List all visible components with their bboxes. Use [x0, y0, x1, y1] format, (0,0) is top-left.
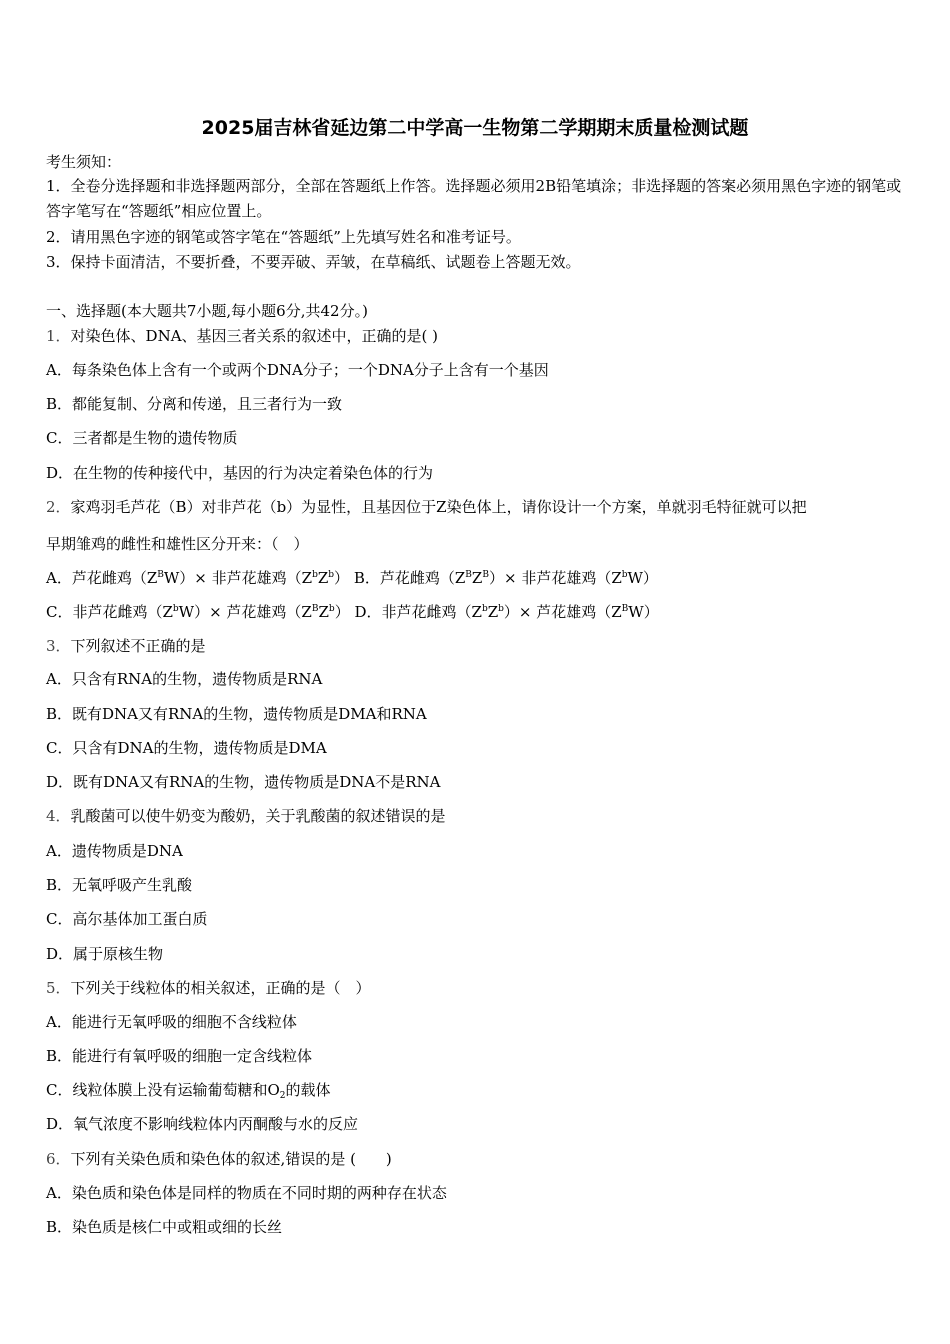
q6-option-b: B．染色质是核仁中或粗或细的长丝	[46, 1218, 283, 1236]
question-2-line-2: 早期雏鸡的雌性和雄性区分开来：（ ）	[46, 535, 309, 553]
q2-option-c: C．非芦花雌鸡$(Z^bW)\times$ 芦花雄鸡$(Z^BZ^b)$	[46, 603, 350, 621]
question-2	[46, 496, 904, 518]
question-number: 1．	[46, 327, 71, 345]
question-6	[46, 1148, 904, 1170]
question-stem: 乳酸菌可以使牛奶变为酸奶，关于乳酸菌的叙述错误的是	[70, 807, 446, 825]
question-4	[46, 805, 904, 827]
question-number: 4．	[46, 807, 71, 825]
q2-options-ab	[46, 567, 904, 589]
question-number: 5．	[46, 979, 71, 997]
page-title: 2025届吉林省延边第二中学高一生物第二学期期末质量检测试题	[201, 117, 749, 139]
q2-options-cd	[46, 601, 904, 623]
question-1	[46, 325, 904, 347]
q1-option-b: B．都能复制、分离和传递，且三者行为一致	[46, 395, 343, 413]
notice-item-3: 3．保持卡面清洁，不要折叠，不要弄破、弄皱，在草稿纸、试题卷上答题无效。	[46, 253, 581, 271]
question-stem: 下列关于线粒体的相关叙述，正确的是（ ）	[70, 979, 371, 997]
q3-option-a: A．只含有RNA的生物，遗传物质是RNA	[46, 670, 323, 688]
notice-heading: 考生须知：	[46, 153, 122, 171]
question-number: 3．	[46, 637, 71, 655]
q4-option-b: B．无氧呼吸产生乳酸	[46, 876, 193, 894]
q4-option-c: C．高尔基体加工蛋白质	[46, 910, 208, 928]
q4-option-a: A．遗传物质是DNA	[46, 842, 183, 860]
question-stem: 下列有关染色质和染色体的叙述,错误的是 ( )	[70, 1150, 392, 1168]
q2-option-a: A．芦花雌鸡$(Z^BW)\times$ 非芦花雄鸡$(Z^bZ^b)$	[46, 569, 350, 587]
q5-option-b: B．能进行有氧呼吸的细胞一定含线粒体	[46, 1047, 313, 1065]
notice-item-2: 2．请用黑色字迹的钢笔或答字笔在“答题纸”上先填写姓名和准考证号。	[46, 228, 521, 246]
q3-option-c: C．只含有DNA的生物，遗传物质是DMA	[46, 739, 327, 757]
q4-option-d: D．属于原核生物	[46, 945, 164, 963]
q1-option-d: D．在生物的传种接代中，基因的行为决定着染色体的行为	[46, 464, 434, 482]
question-3	[46, 635, 904, 657]
notice-item-1: 1．全卷分选择题和非选择题两部分，全部在答题纸上作答。选择题必须用2B铅笔填涂；非选择题的答案必须用黑色字迹的钢笔或答字笔写在“答题纸”相应位置上。	[46, 177, 902, 220]
question-stem: 对染色体、DNA、基因三者关系的叙述中，正确的是( )	[70, 327, 439, 345]
q2-option-b: B．芦花雌鸡$(Z^BZ^B)\times$ 非芦花雄鸡$(Z^bW)$	[353, 569, 658, 587]
question-number: 2．	[46, 498, 71, 516]
q1-option-c: C．三者都是生物的遗传物质	[46, 429, 238, 447]
q5-option-d: D．氧气浓度不影响线粒体内丙酮酸与水的反应	[46, 1115, 359, 1133]
question-number: 6．	[46, 1150, 71, 1168]
q3-option-d: D．既有DNA又有RNA的生物，遗传物质是DNA不是RNA	[46, 773, 441, 791]
q2-option-d: D．非芦花雌鸡$(Z^bZ^b)\times$ 芦花雄鸡$(Z^BW)$	[354, 603, 659, 621]
q1-option-a: A．每条染色体上含有一个或两个DNA分子；一个DNA分子上含有一个基因	[46, 361, 549, 379]
question-stem-line-1: 家鸡羽毛芦花（B）对非芦花（b）为显性，且基因位于Z染色体上，请你设计一个方案，单就羽毛特征就可以把	[70, 498, 807, 516]
q6-option-a: A．染色质和染色体是同样的物质在不同时期的两种存在状态	[46, 1184, 447, 1202]
q3-option-b: B．既有DNA又有RNA的生物，遗传物质是DMA和RNA	[46, 705, 427, 723]
q5-option-c: C．线粒体膜上没有运输葡萄糖和$O_2$的载体	[46, 1081, 331, 1101]
q5-option-a: A．能进行无氧呼吸的细胞不含线粒体	[46, 1013, 297, 1031]
question-5	[46, 977, 904, 999]
question-stem: 下列叙述不正确的是	[70, 637, 206, 655]
section-heading: 一、选择题(本大题共7小题,每小题6分,共42分。)	[46, 302, 368, 320]
